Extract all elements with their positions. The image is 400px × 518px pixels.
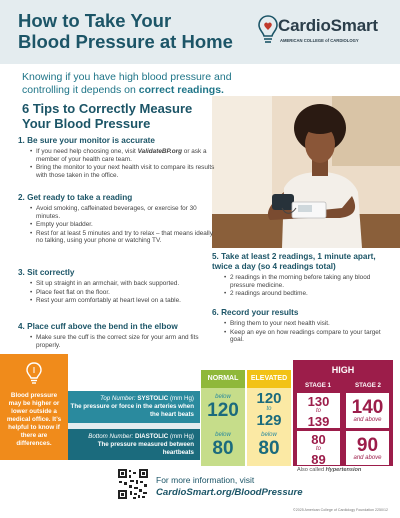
validatebp-link[interactable]: ValidateBP.org [137,148,183,155]
diastolic-prefix: Bottom Number: [88,433,135,440]
stage-2-diastolic-value: 90 [356,435,379,456]
elevated-diastolic [251,432,287,458]
tip-bullet [224,320,392,328]
tip-bullet [30,221,214,229]
bullet-text: Keep an eye on how readings compare to your target goal. [230,328,381,344]
systolic-description: The pressure or force in the arteries when the heart beats [70,403,194,418]
normal-column [201,370,245,466]
elevated-diastolic-qualifier: below [261,432,277,438]
hypertension-term: Hypertension [325,467,362,473]
normal-systolic-qualifier: below [215,394,231,400]
elevated-systolic-low: 120 [256,390,282,407]
tip-bullet [30,297,214,305]
lightbulb-heart-icon [258,14,278,48]
high-label: HIGH [331,365,355,375]
bullet-text: Sit up straight in an armchair, with back supported. [36,280,180,287]
tip-bullet [224,290,392,298]
callout-text: Blood pressure may be higher or lower outside a medical office. It’s helpful to know if there are differences. [6,392,62,447]
stage-2-systolic [346,393,389,428]
tip-bullets [224,274,392,298]
elevated-column [247,370,291,466]
tip-4 [18,322,218,350]
bullet-text: Bring them to your next health visit. [230,320,330,327]
normal-systolic-value: 120 [207,400,239,421]
cardiosmart-logo [258,14,388,54]
tip-heading: 6. Record your results [212,308,299,317]
tip-bullet [224,329,392,344]
info-callout [0,354,68,460]
tip-heading: 5. Take at least 2 readings, 1 minute apart, twice a day (so 4 readings total) [212,252,376,271]
elevated-systolic [251,391,287,428]
bullet-text: 2 readings in the morning before taking any blood pressure medicine. [230,274,371,289]
header-band [0,0,400,64]
title-line-2: Blood Pressure at Home [18,31,233,52]
title-line-1: How to Take Your [18,10,172,31]
normal-diastolic-qualifier: below [215,432,231,438]
stage-1-systolic-to: to [315,408,321,414]
systolic-name: SYSTOLIC [137,395,169,402]
tip-bullet [30,205,214,220]
systolic-unit: (mm Hg) [168,395,194,402]
bullet-text: 2 readings around bedtime. [230,290,308,298]
bullet-text: Rest your arm comfortably at heart level on a table. [36,297,181,305]
intro-part: Knowing if you have high blood pressure and controlling it depends on [22,71,232,96]
high-column [293,360,393,466]
stage-1-diastolic-high: 89 [311,452,326,467]
tip-bullets [30,205,214,245]
normal-diastolic-value: 80 [212,438,234,459]
stage-1-label: STAGE 1 [304,382,331,389]
tip-bullets [30,280,214,305]
tip-1 [18,136,218,180]
tip-heading: 1. Be sure your monitor is accurate [18,136,155,145]
bullet-text: Make sure the cuff is the correct size for your arm and fits properly. [36,334,199,349]
tip-bullet [30,280,214,288]
tip-bullet [30,289,214,297]
more-info-link[interactable]: CardioSmart.org/BloodPressure [156,487,303,498]
normal-diastolic [205,432,241,458]
copyright-text: ©2025 American College of Cardiology Foundation 2250/12 [293,508,388,512]
diastolic-name: DIASTOLIC [134,433,169,440]
tips-heading [22,101,212,131]
tip-bullet [224,274,392,289]
tip-bullets [224,320,392,344]
stage-1-systolic [297,393,340,428]
normal-systolic [205,394,241,420]
tip-heading: 2. Get ready to take a reading [18,193,133,202]
diastolic-description: The pressure measured between heartbeats [97,441,194,456]
intro-bold: correct readings. [138,84,224,96]
diastolic-unit: (mm Hg) [168,433,194,440]
tip-2 [18,193,214,246]
stage-2-label: STAGE 2 [354,382,381,389]
stage-2-systolic-value: 140 [351,397,384,418]
tip-bullet [30,230,214,245]
page-title [18,10,233,52]
diastolic-band [68,429,200,460]
elevated-label: ELEVATED [247,370,291,388]
lightbulb-icon [24,361,44,385]
elevated-systolic-to: to [266,406,272,412]
bullet-text: or ask a member of your health care team. [36,148,207,163]
diastolic-label [68,433,194,441]
tip-bullet [30,148,218,163]
tip-heading: 3. Sit correctly [18,268,75,277]
systolic-prefix: Top Number: [100,395,138,402]
bullet-text: Avoid smoking, caffeinated beverages, or exercise for 30 minutes. [36,205,197,220]
qr-code-icon[interactable] [117,468,149,500]
tip-5 [212,252,392,299]
bullet-text: Empty your bladder. [36,221,93,229]
tip-bullets [30,148,218,179]
elevated-diastolic-value: 80 [258,438,280,459]
stage-1-diastolic [297,431,340,465]
stage-2-diastolic [346,431,389,465]
tip-bullet [30,334,218,349]
woman-measuring-blood-pressure-photo [212,96,400,248]
stage-2-systolic-qualifier: and above [353,417,382,423]
tips-heading-line-2: Your Blood Pressure [22,116,151,131]
bullet-text: Rest for at least 5 minutes and try to relax – that means ideally no talking, using your phone or watching TV. [36,229,213,245]
also-called-note [297,467,361,473]
tip-bullets [30,334,218,349]
tip-heading: 4. Place cuff above the bend in the elbow [18,322,178,331]
bullet-text: If you need help choosing one, visit [36,148,138,155]
tips-heading-line-1: 6 Tips to Correctly Measure [22,101,193,116]
stage-1-systolic-high: 139 [307,414,330,429]
tip-bullet [30,164,218,179]
stage-2-diastolic-qualifier: and above [353,455,382,461]
systolic-band [68,391,200,423]
stage-1-diastolic-to: to [315,446,321,452]
tip-3 [18,268,214,306]
elevated-systolic-high: 129 [256,412,282,429]
logo-wordmark: CardioSmart [278,16,378,35]
normal-label: NORMAL [201,370,245,388]
tip-6 [212,308,392,345]
bullet-text: Place feet flat on the floor. [36,288,110,296]
stage-1-systolic-low: 130 [307,394,330,409]
bullet-text: Bring the monitor to your next health visit to compare its results with those taken in the office. [36,164,215,179]
stage-1-diastolic-low: 80 [311,432,326,447]
more-info-text: For more information, visit [156,475,255,485]
systolic-label [68,395,194,403]
logo-subtitle: AMERICAN COLLEGE of CARDIOLOGY [280,38,359,43]
also-called-text: Also called [297,467,326,473]
intro-text [22,71,242,97]
